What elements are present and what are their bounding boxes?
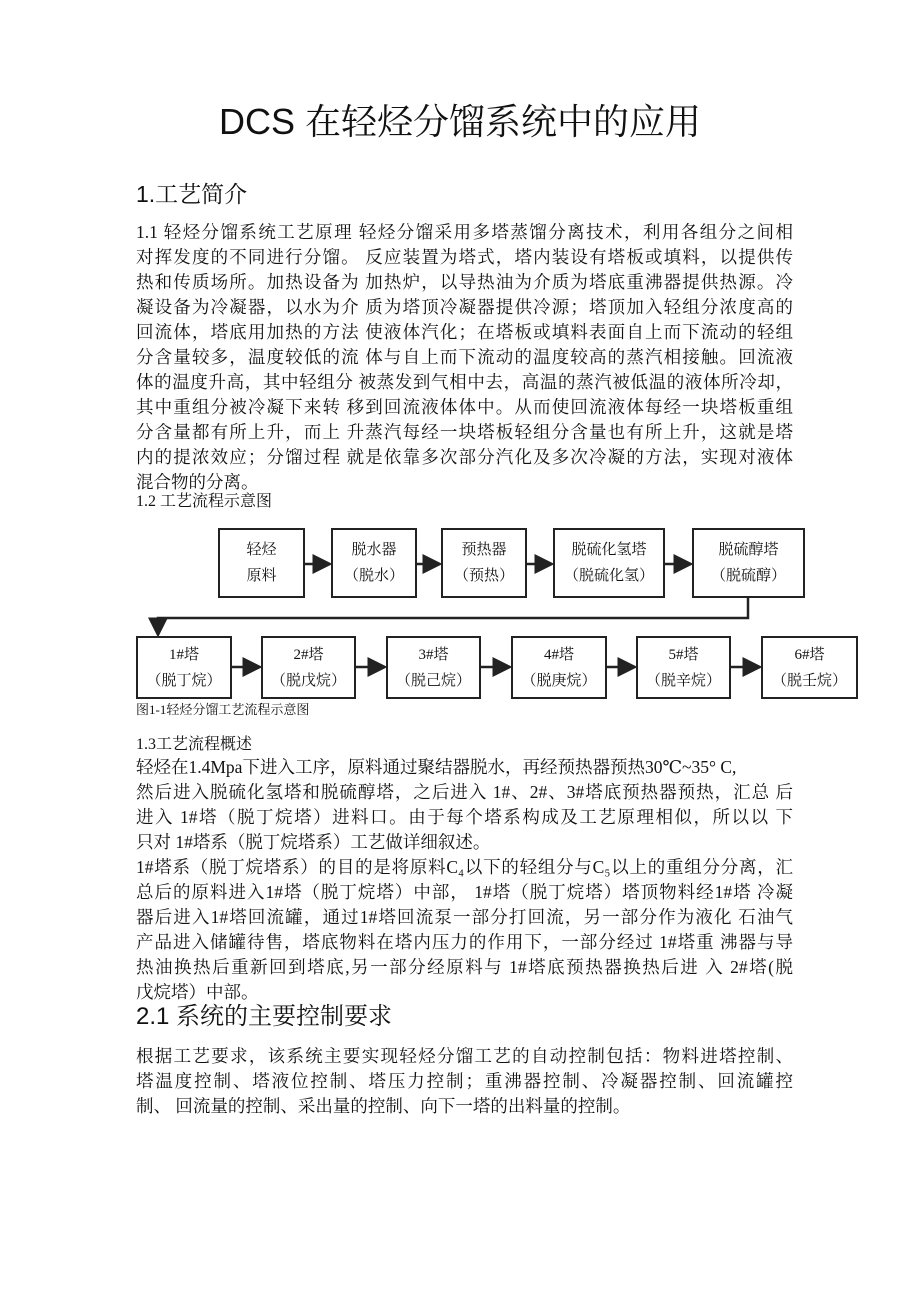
flow-box-label: 脱硫化氢塔	[571, 542, 647, 558]
flow-box-label: （脱丁烷）	[146, 672, 222, 689]
text-line: 热油换热后重新回到塔底,另一部分经原料与 1#塔底预热器换热后进 入 2#塔(脱	[136, 957, 793, 977]
flow-box-label: 脱硫醇塔	[718, 542, 779, 558]
text-line: 进入 1#塔（脱丁烷塔）进料口。由于每个塔系构成及工艺原理相似，所以以 下	[136, 807, 793, 827]
flow-box-label: （脱水）	[343, 568, 404, 584]
flow-box-label: 3#塔	[418, 646, 449, 663]
section-heading: 1.工艺简介	[136, 181, 248, 207]
paragraph-control-requirements	[136, 1044, 793, 1119]
flow-box-label: 2#塔	[293, 646, 324, 663]
text-line: 总后的原料进入1#塔（脱丁烷塔）中部， 1#塔（脱丁烷塔）塔顶物料经1#塔 冷凝	[136, 882, 793, 902]
flow-box-label: 6#塔	[794, 646, 825, 663]
text-line: 然后进入脱硫化氢塔和脱硫醇塔，之后进入 1#、2#、3#塔底预热器预热，汇总 后	[136, 782, 793, 802]
flow-box-label: （脱硫醇）	[710, 568, 786, 584]
text-line: 混合物的分离。	[136, 472, 259, 492]
text-line: 戊烷塔）中部。	[136, 982, 259, 1002]
flow-box-label: 1#塔	[168, 646, 199, 663]
text-line: 热和传质场所。加热设备为 加热炉，以导热油为介质为塔底重沸器提供热源。冷	[136, 272, 793, 292]
flow-box-label: （脱己烷）	[395, 672, 471, 689]
text-line: 分含量较多，温度较低的流 体与自上而下流动的温度较高的蒸汽相接触。回流液	[136, 347, 793, 367]
section-heading: 2.1 系统的主要控制要求	[136, 1003, 393, 1030]
flow-box-label: （脱庚烷）	[521, 672, 597, 689]
flow-box-label: 5#塔	[668, 646, 699, 663]
paragraph-process-overview	[136, 755, 793, 1005]
text-line: 体的温度升高，其中轻组分 被蒸发到气相中去，高温的蒸汽被低温的液体所冷却，	[136, 372, 793, 392]
arrow	[158, 598, 748, 635]
flow-box-label: （脱壬烷）	[771, 672, 847, 689]
text-line: 根据工艺要求，该系统主要实现轻烃分馏工艺的自动控制包括：物料进塔控制、	[136, 1046, 793, 1066]
document-title: DCS 在轻烃分馏系统中的应用	[218, 101, 701, 142]
text-line: 只对 1#塔系（脱丁烷塔系）工艺做详细叙述。	[136, 832, 491, 852]
text-line: 1#塔系（脱丁烷塔系）的目的是将原料C₄以下的轻组分与C₅以上的重组分分离，汇	[136, 857, 793, 877]
flow-box-label: 原料	[246, 568, 277, 584]
flow-box-label: （脱辛烷）	[645, 672, 721, 689]
text-line: 回流体，塔底用加热的方法 使液体汽化；在塔板或填料表面自上而下流动的轻组	[136, 322, 793, 342]
flow-box-label: 脱水器	[351, 542, 397, 558]
subheading-flow-diagram: 1.2 工艺流程示意图	[136, 493, 273, 510]
text-line: 1.1 轻烃分馏系统工艺原理 轻烃分馏采用多塔蒸馏分离技术，利用各组分之间相	[136, 222, 793, 242]
text-line: 分含量都有所上升，而上 升蒸汽每经一块塔板轻组分含量也有所上升，这就是塔	[136, 422, 793, 442]
flow-box-label: （脱硫化氢）	[563, 568, 654, 584]
flow-box-label: 4#塔	[543, 646, 574, 663]
text-line: 产品进入储罐待售，塔底物料在塔内压力的作用下，一部分经过 1#塔重 沸器与导	[136, 932, 793, 952]
text-line: 对挥发度的不同进行分馏。 反应装置为塔式，塔内装设有塔板或填料，以提供传	[136, 247, 793, 267]
subheading-process-overview: 1.3工艺流程概述	[136, 736, 253, 753]
flow-box-label: 轻烃	[246, 542, 277, 558]
text-line: 内的提浓效应；分馏过程 就是依靠多次部分汽化及多次冷凝的方法，实现对液体	[136, 447, 793, 467]
text-line: 其中重组分被冷凝下来转 移到回流液体体中。从而使回流液体每经一块塔板重组	[136, 397, 793, 417]
text-line: 塔温度控制、塔液位控制、塔压力控制；重沸器控制、冷凝器控制、回流罐控	[136, 1071, 793, 1091]
text-line: 器后进入1#塔回流罐，通过1#塔回流泵一部分打回流，另一部分作为液化 石油气	[136, 907, 793, 927]
figure-caption: 图1-1轻烃分馏工艺流程示意图	[136, 702, 310, 717]
flow-box-label: （预热）	[453, 568, 514, 584]
flow-box-label: 预热器	[461, 542, 507, 558]
text-line: 轻烃在1.4Mpa下进入工序，原料通过聚结器脱水，再经预热器预热30℃~35° C,	[136, 757, 737, 777]
flow-box-label: （脱戊烷）	[270, 672, 346, 689]
text-line: 制、 回流量的控制、采出量的控制、向下一塔的出料量的控制。	[136, 1096, 631, 1116]
text-line: 凝设备为冷凝器，以水为介 质为塔顶冷凝器提供冷源；塔顶加入轻组分浓度高的	[136, 297, 793, 317]
